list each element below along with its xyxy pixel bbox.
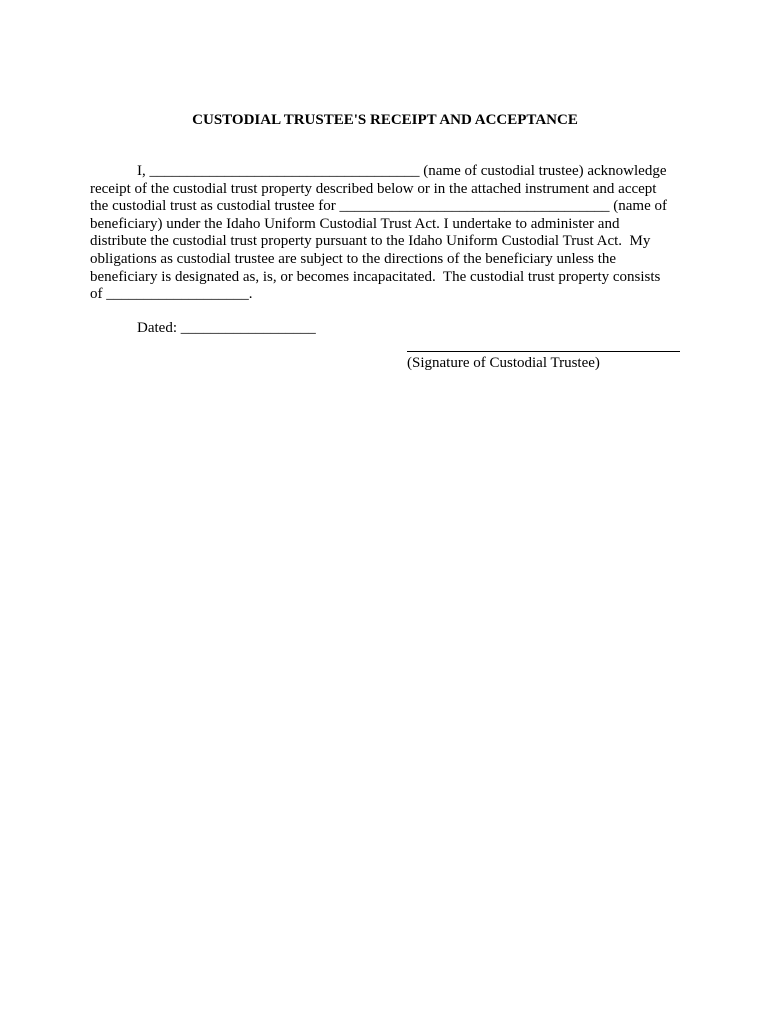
paragraph-line: I, ____________________________________ (name of custodial trustee) acknowledge <box>137 163 667 179</box>
paragraph-line: beneficiary is designated as, is, or becomes incapacitated. The custodial trust property consists <box>90 268 661 285</box>
paragraph-line: receipt of the custodial trust property described below or in the attached instrument and accept <box>90 180 657 197</box>
document-title: CUSTODIAL TRUSTEE'S RECEIPT AND ACCEPTANCE <box>192 112 578 128</box>
acceptance-paragraph <box>90 163 690 304</box>
paragraph-line: obligations as custodial trustee are subject to the directions of the beneficiary unless the <box>90 250 617 267</box>
paragraph-line: beneficiary) under the Idaho Uniform Custodial Trust Act. I undertake to administer and <box>90 215 620 232</box>
paragraph-line: distribute the custodial trust property pursuant to the Idaho Uniform Custodial Trust Act. My <box>90 233 651 250</box>
signature-line <box>407 351 680 352</box>
dated-field: Dated: __________________ <box>137 320 316 336</box>
signature-label: (Signature of Custodial Trustee) <box>407 355 600 371</box>
paragraph-line: the custodial trust as custodial trustee for ____________________________________ (name of <box>90 198 667 215</box>
paragraph-line: of ___________________. <box>90 286 253 303</box>
